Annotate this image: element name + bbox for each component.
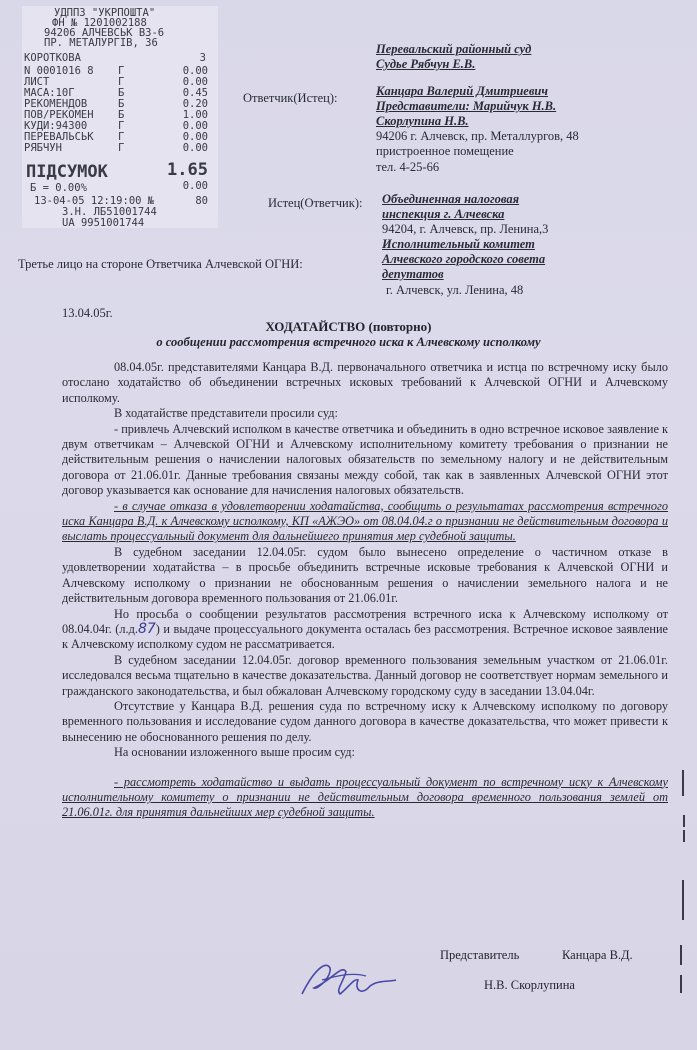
receipt-row-code: Г xyxy=(118,131,125,143)
paragraph-request-italic: - рассмотреть ходатайство и выдать процессуальный документ по встречному иску к Алчевскому исполнительному комитету о признании не действительным договора временного пользования землей от 21.06.01г. для принятия дальнейших мер судебной защиты. xyxy=(62,774,668,820)
plaintiff-name-line2: инспекция г. Алчевска xyxy=(382,207,505,221)
defendant-representative-2: Скорлупина Н.В. xyxy=(376,114,469,128)
signature-name-2: Н.В. Скорлупина xyxy=(484,978,575,992)
document-title: ХОДАТАЙСТВО (повторно) xyxy=(265,319,432,334)
receipt-row-label: N 0001016 8 xyxy=(24,65,94,77)
paragraph-part: ) и выдаче процессуального документа осталась без рассмотрения. Встречное исковое заявление к Алчевскому исполкому судом не рассматривается. xyxy=(62,621,669,652)
receipt-row-value: 0.45 xyxy=(182,87,208,99)
plaintiff-name-line1: Объединенная налоговая xyxy=(382,192,520,206)
committee-line2: Алчевского городского совета xyxy=(382,252,546,266)
receipt-total-value: 1.65 xyxy=(167,160,208,180)
margin-mark xyxy=(682,880,684,920)
plaintiff-address: 94204, г. Алчевск, пр. Ленина,3 xyxy=(382,222,549,236)
defendant-phone: тел. 4-25-66 xyxy=(376,160,440,174)
receipt-header-line: УДППЗ "УКРПОШТА" xyxy=(54,7,156,19)
receipt-total-label: ПІДСУМОК xyxy=(26,162,108,182)
paragraph: В ходатайстве представители просили суд: xyxy=(114,406,338,421)
paragraph: В судебном заседании 12.04.05г. судом было вынесено определение о частичном отказе в удовлетворении ходатайства – в просьбе объединить встречные исковые требования к Алчевской ОГНИ и Алчевскому исполкому о признании не обоснованным решения о начислении земельного налога и не действительным договора временного пользования от 21.06.01г. xyxy=(62,544,668,606)
third-party-line: Третье лицо на стороне Ответчика Алчевской ОГНИ: xyxy=(18,257,303,271)
handwritten-signature xyxy=(292,950,402,1012)
plaintiff-label: Истец(Ответчик): xyxy=(268,196,363,210)
margin-mark xyxy=(680,975,682,993)
receipt-cashier: КОРОТКОВА xyxy=(24,52,81,64)
postal-receipt xyxy=(22,6,218,228)
receipt-number: 80 xyxy=(195,195,208,207)
signature-name-1: Канцара В.Д. xyxy=(562,948,633,962)
judge-name: Судье Рябчун Е.В. xyxy=(376,57,476,71)
paragraph: - привлечь Алчевский исполком в качестве ответчика и объединить в одно встречное исковое заявление к двум ответчикам – Алчевской ОГНИ и Алчевскому исполнительному комитету требования о признании не действительным решения о начислении налоговых обязательств по земельному налогу и не действительным договора от 21.06.01г. Данные требования связаны между собой, так как в заявленных Алчевской ОГНИ этот договор указывается как основание для начисления налоговых обязательств. xyxy=(62,421,668,498)
receipt-row-label: ПОВ/РЕКОМЕН xyxy=(24,109,94,121)
paragraph: В судебном заседании 12.04.05г. договор временного пользования земельным участком от 21.06.01г. исследовался весьма тщательно в качестве доказательства. Данный договор не соответствует нормам земельного и гражданского законодательства, и был обжалован Алчевскому городскому суду в заседании 13.04.04г. xyxy=(62,652,668,698)
document-date: 13.04.05г. xyxy=(62,306,113,320)
paragraph-part: Но просьба о сообщении результатов рассмотрения встречного иска к Алчевскому исполкому от 08.04.04г. (л.д. xyxy=(62,606,668,636)
document-subtitle: о сообщении рассмотрения встречного иска к Алчевскому исполкому xyxy=(156,335,541,349)
receipt-row-label: КУДИ:94300 xyxy=(24,120,88,132)
margin-mark xyxy=(680,945,682,965)
receipt-row-code: Г xyxy=(118,142,125,154)
signature-role: Представитель xyxy=(440,948,520,962)
defendant-representatives: Представители: Марийчук Н.В. xyxy=(376,99,557,113)
receipt-row-label: МАСА:10Г xyxy=(24,87,75,99)
receipt-row-value: 0.00 xyxy=(182,120,208,132)
committee-address: г. Алчевск, ул. Ленина, 48 xyxy=(386,283,524,297)
receipt-header-line: ПР. МЕТАЛУРГІВ, 36 xyxy=(44,37,158,49)
margin-mark xyxy=(682,770,684,796)
document-body xyxy=(62,360,668,821)
receipt-row-code: Б xyxy=(118,98,125,110)
committee-line3: депутатов xyxy=(382,267,444,281)
receipt-ua: UA 9951001744 xyxy=(62,217,145,229)
margin-mark xyxy=(683,830,685,842)
receipt-header-line: 94206 АЛЧЕВСЬК В3-6 xyxy=(44,27,165,39)
paragraph-request-italic: - в случае отказа в удовлетворении ходатайства, сообщить о результатах рассмотрения встречного иска Канцара В.Д. к Алчевскому исполкому, КП «АЖЭО» от 08.04.04.г о признании не действительным договора и выслать процессуальный документ для дальнейшего принятия мер судебной защиты. xyxy=(62,498,668,544)
receipt-row-code: Г xyxy=(118,120,125,132)
paragraph: На основании изложенного выше просим суд: xyxy=(114,745,355,760)
receipt-row-value: 0.00 xyxy=(182,76,208,88)
receipt-row-label: РЕКОМЕНДОВ xyxy=(24,98,88,110)
receipt-vat-label: Б = 0.00% xyxy=(30,182,87,194)
margin-mark xyxy=(683,815,685,827)
handwritten-page-number: 87 xyxy=(137,620,156,637)
defendant-address-2: пристроенное помещение xyxy=(376,144,514,158)
receipt-row-value: 0.00 xyxy=(182,65,208,77)
defendant-label: Ответчик(Истец): xyxy=(243,91,338,105)
receipt-zn: З.Н. ЛБ51001744 xyxy=(62,206,157,218)
receipt-row-value: 0.20 xyxy=(182,98,208,110)
receipt-row-value: 0.00 xyxy=(182,131,208,143)
receipt-row-code: Б xyxy=(118,109,125,121)
court-name: Перевальский районный суд xyxy=(376,42,532,56)
receipt-row-label: ЛИСТ xyxy=(24,76,50,88)
defendant-name: Канцара Валерий Дмитриевич xyxy=(376,84,548,98)
receipt-row-code: Г xyxy=(118,76,125,88)
receipt-row-label: ПЕРЕВАЛЬСЬК xyxy=(24,131,94,143)
receipt-row-label: РЯБЧУН xyxy=(24,142,62,154)
committee-line1: Исполнительный комитет xyxy=(382,237,535,251)
receipt-datetime: 13-04-05 12:19:00 № xyxy=(34,195,155,207)
receipt-header-line: ФН № 1201002188 xyxy=(52,17,147,29)
receipt-row-code: Г xyxy=(118,65,125,77)
paragraph: Отсутствие у Канцара В.Д. решения суда по встречному иску к Алчевскому исполкому по договору временного пользования и исследование судом данного договора в качестве доказательства, что может привести к вынесению не обоснованного решения по делу. xyxy=(62,698,668,744)
receipt-row-value: 0.00 xyxy=(182,142,208,154)
receipt-cashier-no: 3 xyxy=(199,52,206,64)
paragraph: 08.04.05г. представителями Канцара В.Д. первоначального ответчика и истца по встречному иску было отослано ходатайство об объединении встречных исковых требований к Алчевской ОГНИ и Алчевскому исполкому. xyxy=(62,360,668,405)
paragraph xyxy=(62,607,668,653)
receipt-row-code: Б xyxy=(118,87,125,99)
receipt-vat-value: 0.00 xyxy=(182,180,208,192)
receipt-row-value: 1.00 xyxy=(182,109,208,121)
defendant-address: 94206 г. Алчевск, пр. Металлургов, 48 xyxy=(376,129,579,143)
